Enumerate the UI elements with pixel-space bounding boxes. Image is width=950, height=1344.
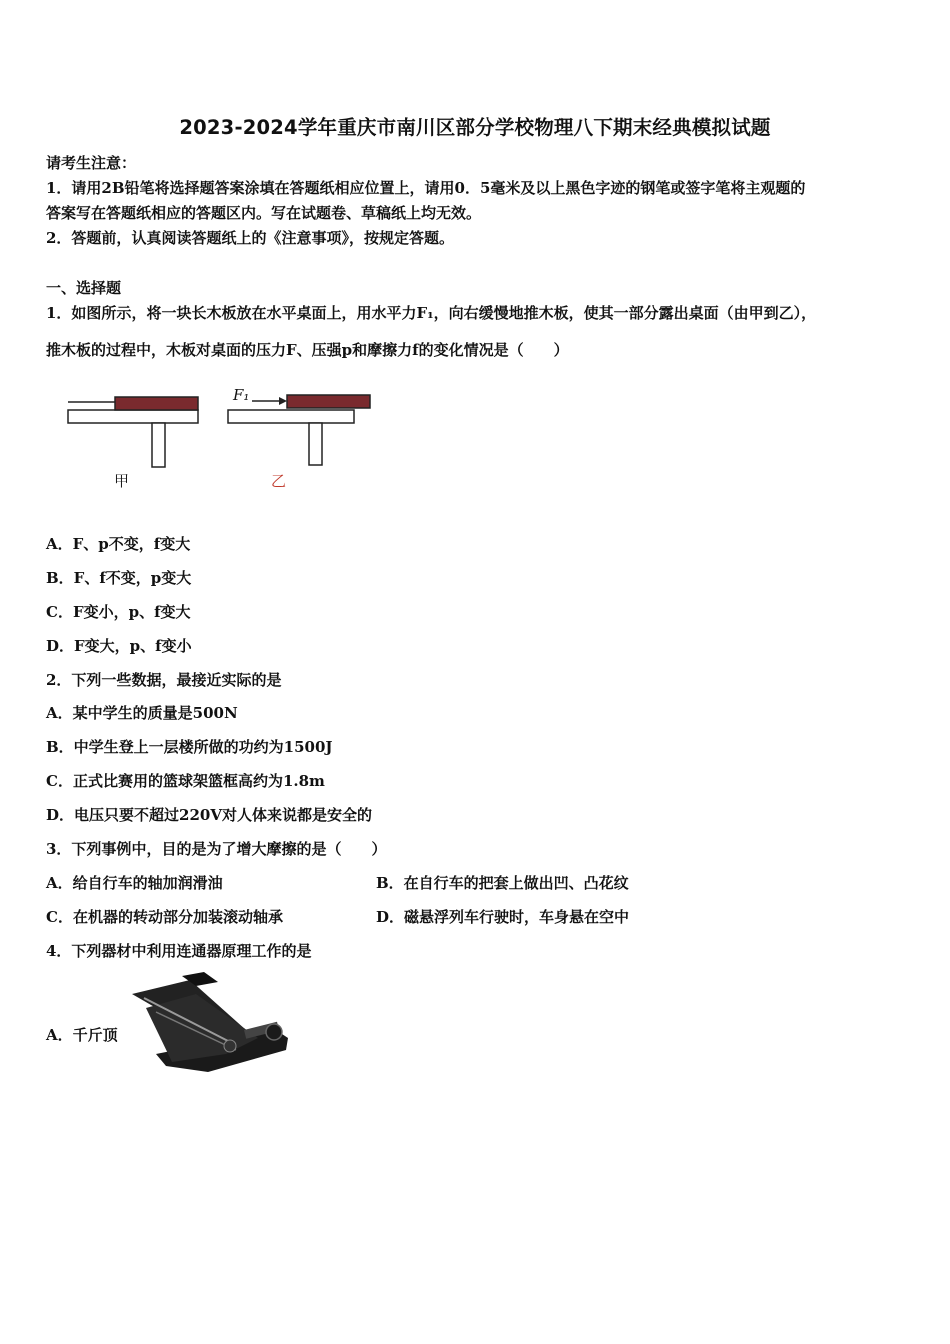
- q2-text: 2．下列一些数据，最接近实际的是: [46, 671, 282, 689]
- board-yi: [287, 395, 370, 408]
- scissor-jack-image: [126, 972, 290, 1074]
- force-arrow-head: [279, 397, 287, 405]
- board-jia: [115, 397, 198, 410]
- jack-pivot: [224, 1040, 236, 1052]
- q1-option-b: B．F、f不变，p变大: [46, 569, 192, 587]
- q1-text-line-1: 1．如图所示，将一块长木板放在水平桌面上，用水平力F₁，向右缓慢地推木板，使其一部分露出桌面（由甲到乙），: [46, 304, 817, 322]
- q4-text: 4．下列器材中利用连通器原理工作的是: [46, 942, 312, 960]
- figure-jia: [68, 397, 198, 490]
- desk-top-yi: [228, 410, 354, 423]
- notice-heading: 请考生注意：: [46, 154, 137, 172]
- force-label: F₁: [233, 386, 250, 404]
- desk-leg-yi: [309, 423, 322, 465]
- q1-option-c: C．F变小，p、f变大: [46, 603, 191, 621]
- q3-option-a: A．给自行车的轴加润滑油: [46, 874, 223, 892]
- q1-option-a: A．F、p不变，f变大: [46, 535, 191, 553]
- q2-option-b: B．中学生登上一层楼所做的功约为1500J: [46, 738, 333, 756]
- q2-option-c: C．正式比赛用的篮球架篮框高约为1.8m: [46, 772, 325, 790]
- label-yi: 乙: [271, 472, 287, 490]
- page-title: 2023-2024学年重庆市南川区部分学校物理八下期末经典模拟试题: [179, 116, 771, 139]
- q2-option-d: D．电压只要不超过220V对人体来说都是安全的: [46, 806, 372, 824]
- q3-option-d: D．磁悬浮列车行驶时，车身悬在空中: [376, 908, 630, 926]
- q4-option-a: A．千斤顶: [46, 1026, 118, 1044]
- q2-option-a: A．某中学生的质量是500N: [46, 704, 238, 722]
- q3-option-c: C．在机器的转动部分加装滚动轴承: [46, 908, 283, 926]
- q1-option-d: D．F变大，p、f变小: [46, 637, 192, 655]
- q3-text: 3．下列事例中，目的是为了增大摩擦的是（ ）: [46, 840, 387, 858]
- q1-figure: [60, 380, 390, 495]
- desk-leg-jia: [152, 423, 165, 467]
- notice-line-1b: 答案写在答题纸相应的答题区内。写在试题卷、草稿纸上均无效。: [46, 204, 482, 222]
- notice-line-1a: 1．请用2B铅笔将选择题答案涂填在答题纸相应位置上，请用0．5毫米及以上黑色字迹的钢笔或签字笔将主观题的: [46, 179, 806, 197]
- q1-text-line-2: 推木板的过程中，木板对桌面的压力F、压强p和摩擦力f的变化情况是（ ）: [46, 341, 569, 359]
- desk-top-jia: [68, 410, 198, 423]
- section-heading: 一、选择题: [46, 279, 122, 297]
- jack-crank-eye: [266, 1024, 282, 1040]
- label-jia: 甲: [114, 472, 130, 490]
- notice-line-2: 2．答题前，认真阅读答题纸上的《注意事项》，按规定答题。: [46, 229, 454, 247]
- q3-option-b: B．在自行车的把套上做出凹、凸花纹: [376, 874, 629, 892]
- figure-yi: [228, 386, 370, 490]
